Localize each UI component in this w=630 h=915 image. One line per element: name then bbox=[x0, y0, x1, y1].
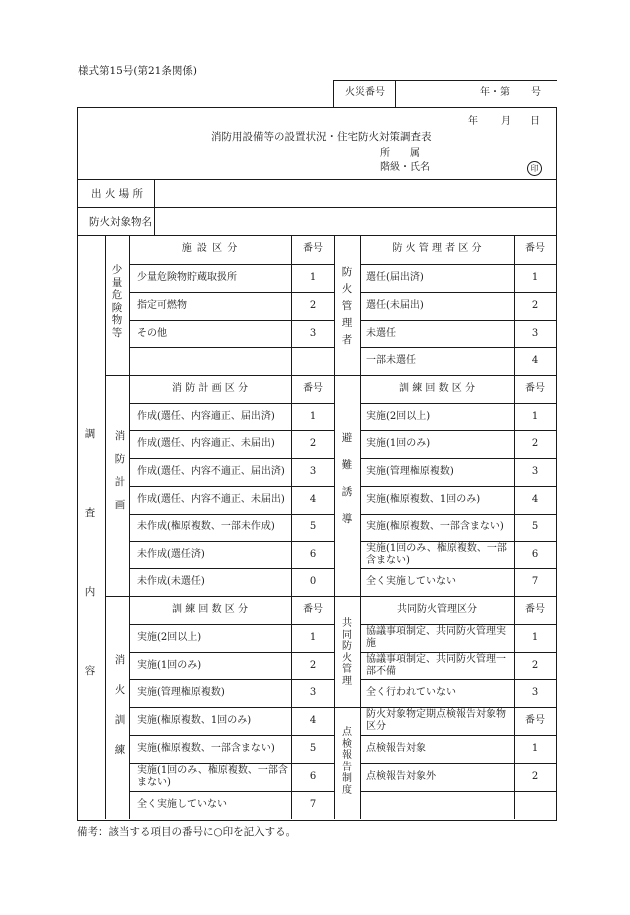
date-day: 日 bbox=[530, 116, 540, 127]
fire-number-suffix: 号 bbox=[531, 87, 541, 98]
column-header-number: 番号 bbox=[303, 243, 323, 254]
row-label: 未作成(選任済) bbox=[137, 549, 205, 560]
row-label: 全く実施していない bbox=[366, 576, 456, 587]
row-number: 3 bbox=[309, 687, 317, 698]
row-number: 1 bbox=[309, 272, 317, 283]
row-label: 協議事項制定、共同防火管理実施 bbox=[366, 626, 506, 649]
row-label: 実施(管理権原複数) bbox=[366, 466, 454, 477]
form-title: 消防用設備等の設置状況・住宅防火対策調査表 bbox=[211, 131, 432, 143]
row-label: 選任(未届出) bbox=[366, 300, 424, 311]
fire-number-label: 火災番号 bbox=[345, 87, 385, 98]
note-text: 備考：該当する項目の番号に○印を記入する。 bbox=[77, 826, 297, 838]
row-number: 5 bbox=[309, 521, 317, 532]
fire-object-label: 防火対象物名 bbox=[89, 216, 152, 228]
row-label: 実施(1回のみ、権原複数、一部含まない) bbox=[366, 543, 507, 566]
row-number: 3 bbox=[309, 466, 317, 477]
row-number: 7 bbox=[309, 799, 317, 810]
side-label-evacuation: 避難誘導 bbox=[341, 432, 353, 525]
row-number: 1 bbox=[531, 632, 539, 643]
row-number: 2 bbox=[309, 438, 317, 449]
column-header-number: 番号 bbox=[525, 604, 545, 615]
seal-mark: 印 bbox=[527, 161, 542, 176]
row-label: 全く行われていない bbox=[366, 687, 456, 698]
row-label: 作成(選任、内容適正、届出済) bbox=[137, 411, 275, 422]
row-label: 点検報告対象 bbox=[366, 743, 426, 754]
row-number: 1 bbox=[531, 411, 539, 422]
row-label: 作成(選任、内容不適正、届出済) bbox=[137, 466, 285, 477]
row-number: 3 bbox=[531, 466, 539, 477]
row-number: 1 bbox=[309, 632, 317, 643]
row-label: 全く実施していない bbox=[137, 799, 227, 810]
row-number: 4 bbox=[309, 494, 317, 505]
side-label-joint-fire-management: 共同防火管理 bbox=[342, 618, 352, 687]
row-label: 指定可燃物 bbox=[137, 300, 187, 311]
column-header-drill-count: 訓 練 回 数 区 分 bbox=[399, 383, 475, 394]
row-label: 協議事項制定、共同防火管理一部不備 bbox=[366, 654, 506, 677]
column-header-fire-manager: 防 火 管 理 者 区 分 bbox=[392, 243, 482, 254]
affiliation-label: 所 属 bbox=[380, 148, 420, 159]
column-header-inspection-object: 防火対象物定期点検報告対象物区分 bbox=[366, 709, 506, 732]
row-number: 2 bbox=[531, 300, 539, 311]
row-label: 実施(権原複数、一部含まない) bbox=[366, 521, 504, 532]
column-header-facility: 施 設 区 分 bbox=[181, 243, 239, 254]
row-label: 実施(1回のみ、権原複数、一部含まない) bbox=[137, 765, 288, 788]
column-header-number: 番号 bbox=[525, 715, 545, 726]
row-label: 実施(1回のみ) bbox=[137, 660, 202, 671]
row-number: 6 bbox=[309, 771, 317, 782]
row-label: 選任(届出済) bbox=[366, 272, 424, 283]
column-header-number: 番号 bbox=[525, 243, 545, 254]
side-label-extinguish-drill: 消火訓練 bbox=[114, 654, 126, 756]
fire-number-year: 年・第 bbox=[480, 87, 510, 98]
row-number: 3 bbox=[531, 687, 539, 698]
row-label: 実施(管理権原複数) bbox=[137, 687, 225, 698]
row-label: 作成(選任、内容不適正、未届出) bbox=[137, 494, 285, 505]
row-label: 実施(権原複数、1回のみ) bbox=[366, 494, 481, 505]
row-number: 4 bbox=[531, 355, 539, 366]
row-number: 0 bbox=[309, 576, 317, 587]
row-label: 未作成(未選任) bbox=[137, 576, 205, 587]
date-month: 月 bbox=[501, 116, 511, 127]
row-number: 2 bbox=[531, 438, 539, 449]
rank-name-label: 階級・氏名 bbox=[380, 162, 430, 173]
row-number: 2 bbox=[531, 771, 539, 782]
row-number: 3 bbox=[309, 328, 317, 339]
column-header-number: 番号 bbox=[303, 383, 323, 394]
row-label: 少量危険物貯蔵取扱所 bbox=[137, 272, 237, 283]
row-number: 6 bbox=[531, 549, 539, 560]
date-year: 年 bbox=[468, 116, 478, 127]
row-number: 1 bbox=[309, 411, 317, 422]
row-label: 未作成(権原複数、一部未作成) bbox=[137, 521, 275, 532]
row-number: 6 bbox=[309, 549, 317, 560]
row-label: 実施(2回以上) bbox=[137, 632, 202, 643]
side-label-small-hazmat: 少量危険物等 bbox=[111, 264, 123, 339]
row-number: 1 bbox=[531, 272, 539, 283]
row-label: 点検報告対象外 bbox=[366, 771, 436, 782]
side-label-inspection-report: 点検報告制度 bbox=[342, 727, 352, 796]
row-number: 3 bbox=[531, 328, 539, 339]
row-label: 作成(選任、内容適正、未届出) bbox=[137, 438, 275, 449]
row-label: 未選任 bbox=[366, 328, 396, 339]
column-header-drill-count: 訓 練 回 数 区 分 bbox=[172, 604, 248, 615]
row-label: その他 bbox=[137, 328, 167, 339]
row-number: 5 bbox=[531, 521, 539, 532]
row-label: 実施(2回以上) bbox=[366, 411, 431, 422]
survey-content-label: 調査内容 bbox=[84, 428, 96, 677]
side-label-fire-manager: 防火管理者 bbox=[341, 266, 353, 346]
row-number: 5 bbox=[309, 743, 317, 754]
row-number: 4 bbox=[309, 715, 317, 726]
row-label: 一部未選任 bbox=[366, 355, 416, 366]
column-header-number: 番号 bbox=[525, 383, 545, 394]
column-header-fire-plan: 消 防 計 画 区 分 bbox=[172, 383, 248, 394]
row-number: 4 bbox=[531, 494, 539, 505]
row-label: 実施(1回のみ) bbox=[366, 438, 431, 449]
row-label: 実施(権原複数、一部含まない) bbox=[137, 743, 275, 754]
side-label-fire-plan: 消防計画 bbox=[114, 430, 126, 511]
row-number: 2 bbox=[531, 660, 539, 671]
column-header-number: 番号 bbox=[303, 604, 323, 615]
row-number: 2 bbox=[309, 660, 317, 671]
fire-place-label: 出 火 場 所 bbox=[91, 188, 144, 200]
row-label: 実施(権原複数、1回のみ) bbox=[137, 715, 252, 726]
row-number: 7 bbox=[531, 576, 539, 587]
column-header-joint-management: 共同防火管理区分 bbox=[397, 604, 477, 615]
row-number: 2 bbox=[309, 300, 317, 311]
row-number: 1 bbox=[531, 743, 539, 754]
form-reference: 様式第15号(第21条関係) bbox=[78, 65, 197, 77]
